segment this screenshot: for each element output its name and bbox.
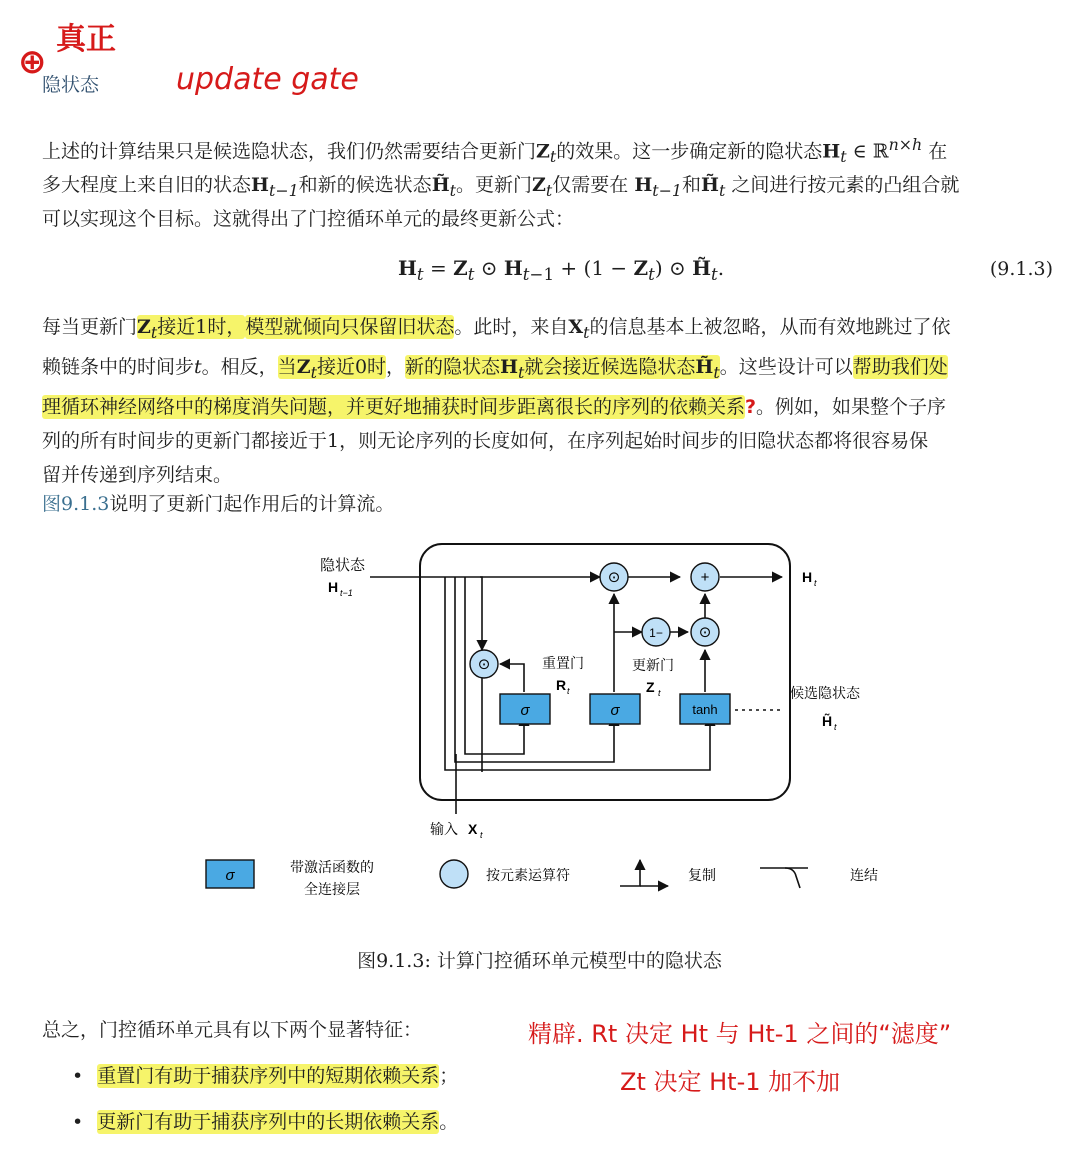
feature-list <box>72 1062 458 1154</box>
input-label <box>430 821 483 840</box>
svg-text:t−1: t−1 <box>340 588 353 598</box>
para2-line-1: 每当更新门$Z_t$接近1时，模型就倾向只保留旧状态。此时，来自$X_t$的信息基本上被忽略，从而有效地跳过了依 <box>42 316 951 342</box>
para2-line-3: 理循环神经网络中的梯度消失问题，并更好地捕获时间步距离很长的序列的依赖关系?。例如，如果整个子序 <box>42 395 947 418</box>
svg-text:t: t <box>567 686 570 696</box>
svg-text:全连接层: 全连接层 <box>304 881 360 897</box>
svg-text:⊙: ⊙ <box>698 624 712 641</box>
svg-text:带激活函数的: 带激活函数的 <box>290 859 374 875</box>
svg-text:R: R <box>556 677 567 693</box>
para1-line-3: 可以实现这个目标。这就得出了门控循环单元的最终更新公式： <box>42 207 575 230</box>
svg-text:复制: 复制 <box>688 867 716 883</box>
list-item: • 更新门有助于捕获序列中的长期依赖关系。 <box>72 1108 458 1136</box>
tanh-box <box>680 694 730 724</box>
svg-text:tanh: tanh <box>692 702 718 717</box>
svg-text:候选隐状态: 候选隐状态 <box>790 685 860 701</box>
candidate-odot-operator <box>691 618 719 646</box>
update-gate-sigma-box <box>590 694 640 724</box>
paragraph-2 <box>42 310 1056 492</box>
svg-text:σ: σ <box>225 867 235 884</box>
candidate-state-label <box>790 685 861 732</box>
handwritten-update-gate-note: update gate <box>176 62 359 97</box>
handwritten-note-line-1: 精辟. Rt 决定 Ht 与 Ht-1 之间的“滤度” <box>528 1020 952 1048</box>
para1-line-1: 上述的计算结果只是候选隐状态，我们仍然需要结合更新门$Z_t$的效果。这一步确定新的隐状态$H_t$ ∈ ℝ$^{n\times h}$ 在 <box>42 135 948 167</box>
legend-concat <box>760 867 878 888</box>
handwritten-note-line-2: Zt 决定 Ht-1 加不加 <box>620 1068 841 1096</box>
para2-line-5: 留并传递到序列结束。 <box>42 463 233 486</box>
svg-text:重置门: 重置门 <box>542 655 584 671</box>
svg-text:t: t <box>834 722 837 732</box>
svg-text:H: H <box>802 569 813 585</box>
svg-text:Z: Z <box>646 679 655 695</box>
svg-text:隐状态: 隐状态 <box>320 557 366 574</box>
handwritten-question-mark: ? <box>745 395 757 418</box>
para2-line-4: 列的所有时间步的更新门都接近于1，则无论序列的长度如何，在序列起始时间步的旧隐状态都将很容易保 <box>42 429 929 452</box>
reset-gate-label <box>542 655 584 696</box>
legend-copy <box>620 860 716 886</box>
legend-operator <box>440 860 570 888</box>
figure-caption: 图9.1.3: 计算门控循环单元模型中的隐状态 <box>357 950 722 972</box>
svg-text:连结: 连结 <box>850 867 878 883</box>
hidden-state-output-label <box>802 569 817 588</box>
svg-text:t: t <box>480 830 483 840</box>
list-item: • 重置门有助于捕获序列中的短期依赖关系； <box>72 1062 458 1090</box>
equation-number: (9.1.3) <box>989 258 1053 280</box>
svg-text:H̃: H̃ <box>822 713 833 729</box>
paragraph-3: 图9.1.3说明了更新门起作用后的计算流。 <box>42 493 395 515</box>
handwritten-cross-mark: ⊕ <box>18 42 47 82</box>
figure-reference-link[interactable]: 图9.1.3 <box>42 493 110 515</box>
svg-text:t: t <box>658 688 661 698</box>
svg-text:⊙: ⊙ <box>477 656 491 673</box>
svg-text:t: t <box>814 578 817 588</box>
para1-line-2: 多大程度上来自旧的状态$H_{t-1}$和新的候选状态$H̃_t$。更新门$Z_t$仅需要在 $H_{t-1}$和$H̃_t$ 之间进行按元素的凸组合就 <box>42 174 960 200</box>
svg-text:1−: 1− <box>649 626 663 640</box>
legend-fc-layer <box>206 859 374 897</box>
one-minus-operator <box>642 618 670 646</box>
gru-update-equation: $H_t = Z_t$ ⊙ $H_{t-1} + (1 - Z_t)$ ⊙ $H̃_t$. <box>398 256 725 284</box>
svg-text:⊙: ⊙ <box>607 569 621 586</box>
svg-text:σ: σ <box>610 702 620 719</box>
svg-text:更新门: 更新门 <box>632 657 674 673</box>
svg-text:+: + <box>700 569 710 586</box>
svg-text:H: H <box>328 579 339 595</box>
svg-text:σ: σ <box>520 702 530 719</box>
update-gate-label <box>632 657 674 698</box>
summary-intro: 总之，门控循环单元具有以下两个显著特征： <box>42 1019 423 1041</box>
para2-line-2: 赖链条中的时间步t。相反，当$Z_t$接近0时，新的隐状态$H_t$就会接近候选隐状态$H̃_t$。这些设计可以帮助我们处 <box>42 355 948 382</box>
hidden-state-input-label <box>320 557 366 598</box>
handwritten-title-note: 真正 <box>56 22 116 57</box>
reset-gate-sigma-box <box>500 694 550 724</box>
svg-text:按元素运算符: 按元素运算符 <box>486 867 570 883</box>
update-odot-operator <box>600 563 628 591</box>
svg-text:输入: 输入 <box>430 821 458 837</box>
section-title: 隐状态 <box>42 75 100 96</box>
svg-text:X: X <box>468 821 478 837</box>
gru-diagram <box>190 538 910 908</box>
paragraph-1 <box>42 130 1056 234</box>
reset-odot-operator <box>470 650 498 678</box>
plus-operator <box>691 563 719 591</box>
